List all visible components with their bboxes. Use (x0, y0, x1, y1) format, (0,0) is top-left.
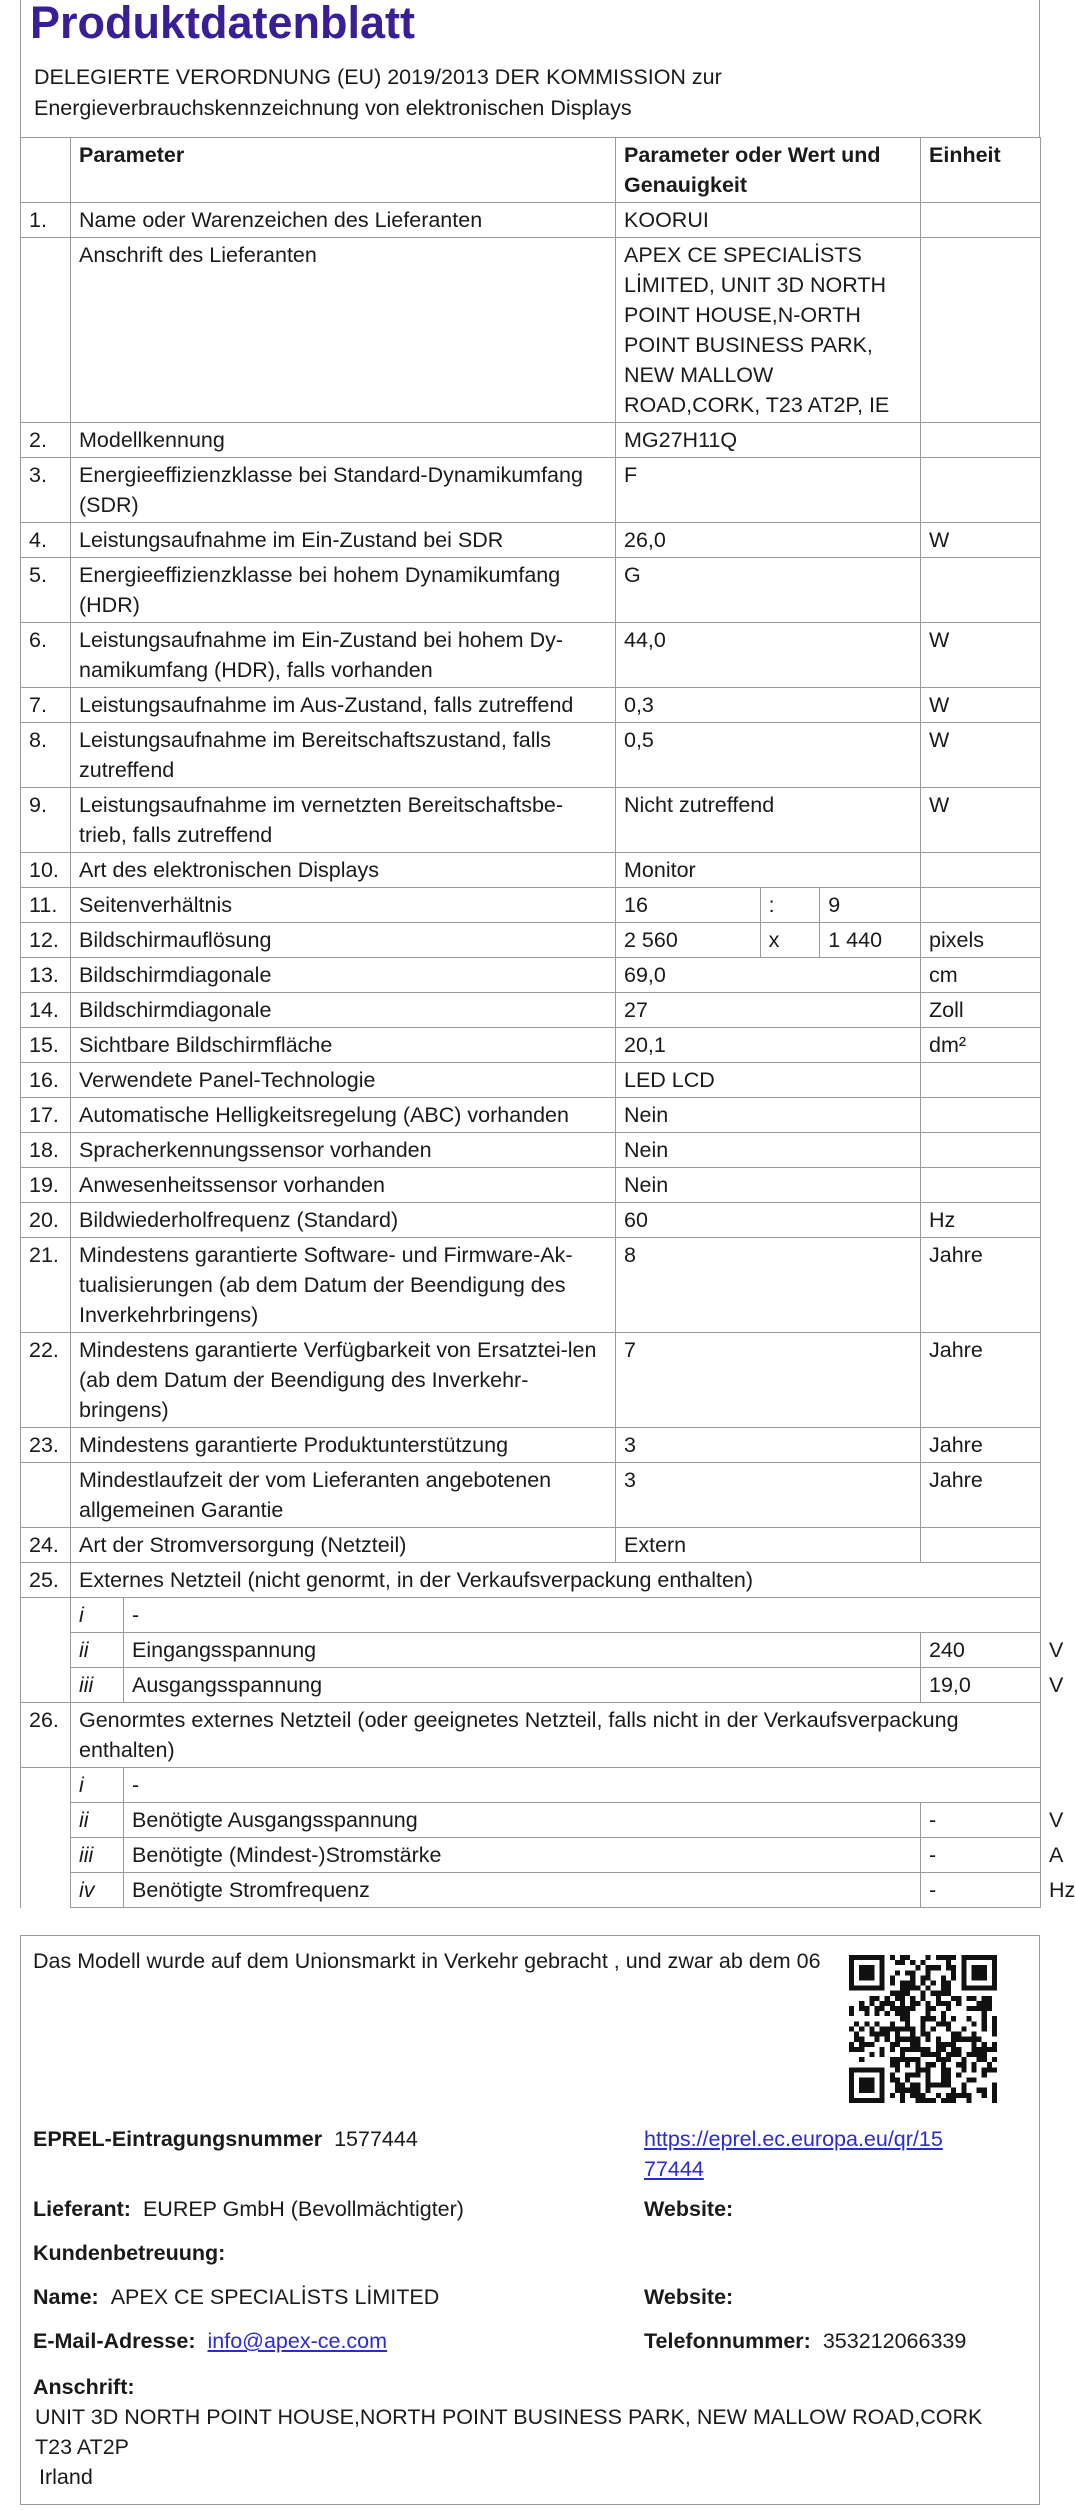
row-parameter: Leistungsaufnahme im vernetzten Bereitschaftsbe-trieb, falls zutreffend (71, 788, 616, 853)
external-psu-item-row (71, 1598, 1040, 1632)
row-parameter: Bildschirmdiagonale (71, 958, 616, 993)
item-index: iii (71, 1668, 124, 1702)
row-unit (921, 1063, 1041, 1098)
external-psu-item-cell (71, 1633, 921, 1668)
row-parameter: Leistungsaufnahme im Ein-Zustand bei SDR (71, 523, 616, 558)
row-parameter: Seitenverhältnis (71, 888, 616, 923)
item-value: - (921, 1803, 1041, 1838)
standard-psu-item-row (71, 1803, 920, 1837)
row-value: 44,0 (616, 623, 921, 688)
external-psu-item-cell (71, 1598, 1041, 1633)
row-unit (921, 458, 1041, 523)
standard-psu-item-row (71, 1768, 1040, 1802)
product-data-table (20, 137, 1075, 1908)
row-value: Monitor (616, 853, 921, 888)
aspect-first: 16 (616, 888, 760, 922)
row-unit: W (921, 788, 1041, 853)
table-row (21, 1028, 1041, 1063)
row-number (21, 238, 71, 423)
row-number: 12. (21, 923, 71, 958)
row-unit: W (921, 688, 1041, 723)
item-value: - (921, 1838, 1041, 1873)
resolution-split-row (616, 923, 920, 957)
item-label: Benötigte Ausgangsspannung (124, 1803, 921, 1837)
name-value: APEX CE SPECIALİSTS LİMITED (110, 2285, 440, 2309)
item-label: Eingangsspannung (124, 1633, 921, 1667)
row-parameter: Sichtbare Bildschirmfläche (71, 1028, 616, 1063)
standard-psu-item: iii Benötigte (Mindest-)Stromstärke - A (21, 1838, 1041, 1873)
header-parameter: Parameter (71, 138, 616, 203)
row-parameter: Automatische Helligkeitsregelung (ABC) vorhanden (71, 1098, 616, 1133)
row-number-empty (21, 1633, 71, 1668)
resolution-second: 1 440 (820, 923, 920, 957)
table-row (21, 993, 1041, 1028)
regulation-subtitle: DELEGIERTE VERORDNUNG (EU) 2019/2013 DER KOMMISSION zur Energieverbrauchskennzeichnung von elektronischen Displays (34, 65, 722, 120)
phone-value: 353212066339 (822, 2329, 967, 2353)
standard-psu-item: ii Benötigte Ausgangsspannung - V (21, 1803, 1041, 1838)
row-unit: W (921, 623, 1041, 688)
row-value: 60 (616, 1203, 921, 1238)
table-row (21, 1133, 1041, 1168)
row-number-empty (21, 1838, 71, 1873)
row-value: Nein (616, 1133, 921, 1168)
external-psu-item-split (71, 1598, 1040, 1632)
item-value: 19,0 (921, 1668, 1041, 1703)
standard-psu-item-split (71, 1838, 920, 1872)
table-row (21, 238, 1041, 423)
standard-psu-item-cell (71, 1873, 921, 1908)
row-unit (921, 1168, 1041, 1203)
standard-psu-item-cell (71, 1803, 921, 1838)
row-number: 21. (21, 1238, 71, 1333)
row-parameter: Mindestens garantierte Verfügbarkeit von Ersatztei-len (ab dem Datum der Beendigung des Inverkehr-bringens) (71, 1333, 616, 1428)
aspect-split (616, 888, 920, 922)
standard-psu-item-split (71, 1873, 920, 1907)
name-label: Name: (33, 2285, 99, 2309)
address-line-3: Irland (39, 2465, 93, 2489)
row-number: 15. (21, 1028, 71, 1063)
table-row (21, 1333, 1041, 1428)
row-unit: dm² (921, 1028, 1041, 1063)
row-number-empty (21, 1668, 71, 1703)
row-number: 6. (21, 623, 71, 688)
row-unit (921, 1528, 1041, 1563)
resolution-separator: x (760, 923, 820, 957)
supplier-row (33, 2194, 464, 2224)
row-parameter: Art der Stromversorgung (Netzteil) (71, 1528, 616, 1563)
external-psu-item-split (71, 1633, 920, 1667)
item-index: ii (71, 1633, 124, 1667)
row-unit: W (921, 523, 1041, 558)
external-psu-item-split (71, 1668, 920, 1702)
resolution-first: 2 560 (616, 923, 760, 957)
table-row (21, 203, 1041, 238)
table-row-aspect (21, 888, 1041, 923)
address-line-1: UNIT 3D NORTH POINT HOUSE,NORTH POINT BUSINESS PARK, NEW MALLOW ROAD,CORK (35, 2405, 983, 2429)
email-label: E-Mail-Adresse: (33, 2329, 196, 2353)
row-value: LED LCD (616, 1063, 921, 1098)
address-line-2: T23 AT2P (35, 2435, 130, 2459)
standard-psu-item-split (71, 1768, 1040, 1802)
supplier-label: Lieferant: (33, 2197, 131, 2221)
standard-psu-item-cell (71, 1768, 1041, 1803)
row-number: 20. (21, 1203, 71, 1238)
table-row (21, 958, 1041, 993)
table-row (21, 1463, 1041, 1528)
row-number: 22. (21, 1333, 71, 1428)
row-value: 69,0 (616, 958, 921, 993)
row-value: 27 (616, 993, 921, 1028)
row-parameter: Leistungsaufnahme im Aus-Zustand, falls zutreffend (71, 688, 616, 723)
aspect-split-row (616, 888, 920, 922)
row-number-empty (21, 1598, 71, 1633)
row-unit (921, 558, 1041, 623)
external-psu-item (21, 1598, 1041, 1633)
item-value: 240 (921, 1633, 1041, 1668)
row-value: APEX CE SPECIALİSTS LİMITED, UNIT 3D NORTH POINT HOUSE,N-ORTH POINT BUSINESS PARK, NEW MALLOW ROAD,CORK, T23 AT2P, IE (616, 238, 921, 423)
external-psu-item: iii Ausgangsspannung 19,0 V (21, 1668, 1041, 1703)
row-unit: Jahre (921, 1333, 1041, 1428)
resolution-split (616, 923, 920, 957)
external-psu-item-row (71, 1668, 920, 1702)
table-row (21, 1168, 1041, 1203)
row-number: 19. (21, 1168, 71, 1203)
email-row (33, 2326, 387, 2356)
row-parameter: Mindestlaufzeit der vom Lieferanten angebotenen allgemeinen Garantie (71, 1463, 616, 1528)
header-value: Parameter oder Wert und Genauigkeit (616, 138, 921, 203)
row-value: MG27H11Q (616, 423, 921, 458)
standard-psu-item-cell (71, 1838, 921, 1873)
row-parameter: Bildwiederholfrequenz (Standard) (71, 1203, 616, 1238)
phone-label: Telefonnummer: (644, 2329, 811, 2353)
row-unit (921, 888, 1041, 923)
qr-code-image (848, 1955, 998, 2103)
row-parameter: Anwesenheitssensor vorhanden (71, 1168, 616, 1203)
row-unit (921, 1098, 1041, 1133)
row-value: 3 (616, 1463, 921, 1528)
row-number: 24. (21, 1528, 71, 1563)
row-unit: W (921, 723, 1041, 788)
item-label: - (124, 1598, 1041, 1632)
table-row-resolution (21, 923, 1041, 958)
row-parameter: Leistungsaufnahme im Bereitschaftszustand, falls zutreffend (71, 723, 616, 788)
row-number-empty (21, 1873, 71, 1908)
row-value: 26,0 (616, 523, 921, 558)
row-parameter: Verwendete Panel-Technologie (71, 1063, 616, 1098)
name-row (33, 2282, 439, 2312)
row-value: Nein (616, 1168, 921, 1203)
row-unit: Jahre (921, 1463, 1041, 1528)
row-value: 0,5 (616, 723, 921, 788)
row-value: 0,3 (616, 688, 921, 723)
customer-service-label: Kundenbetreuung: (33, 2241, 226, 2265)
row-value: 3 (616, 1428, 921, 1463)
table-row (21, 788, 1041, 853)
row-number: 26. (21, 1703, 71, 1768)
table-row (21, 558, 1041, 623)
external-psu-item-cell (71, 1668, 921, 1703)
row-number: 3. (21, 458, 71, 523)
row-number: 13. (21, 958, 71, 993)
website-label-2: Website: (644, 2285, 734, 2309)
row-unit (921, 423, 1041, 458)
row-number: 18. (21, 1133, 71, 1168)
row-parameter: Energieeffizienzklasse bei Standard-Dynamikumfang (SDR) (71, 458, 616, 523)
external-psu-item: ii Eingangsspannung 240 V (21, 1633, 1041, 1668)
item-label: - (124, 1768, 1041, 1802)
row-value: Nein (616, 1098, 921, 1133)
row-number: 5. (21, 558, 71, 623)
row-parameter: Spracherkennungssensor vorhanden (71, 1133, 616, 1168)
table-row (21, 423, 1041, 458)
item-index: i (71, 1768, 124, 1802)
row-parameter: Anschrift des Lieferanten (71, 238, 616, 423)
table-row-external-title (21, 1563, 1041, 1598)
item-label: Benötigte (Mindest-)Stromstärke (124, 1838, 921, 1872)
item-value: - (921, 1873, 1041, 1908)
header-unit: Einheit (921, 138, 1041, 203)
row-parameter: Mindestens garantierte Software- und Firmware-Ak-tualisierungen (ab dem Datum der Beendigung des Inverkehrbringens) (71, 1238, 616, 1333)
table-header-row (21, 138, 1041, 203)
row-value: KOORUI (616, 203, 921, 238)
standard-psu-title: Genormtes externes Netzteil (oder geeignetes Netzteil, falls nicht in der Verkaufsverpackung enthalten) (71, 1703, 1041, 1768)
row-number (21, 1463, 71, 1528)
row-parameter: Energieeffizienzklasse bei hohem Dynamikumfang (HDR) (71, 558, 616, 623)
resolution-value-cell (616, 923, 921, 958)
row-unit: pixels (921, 923, 1041, 958)
external-psu-item-row (71, 1633, 920, 1667)
row-value: 7 (616, 1333, 921, 1428)
item-index: iv (71, 1873, 124, 1907)
row-number: 23. (21, 1428, 71, 1463)
row-number: 4. (21, 523, 71, 558)
row-number-empty (21, 1768, 71, 1803)
eprel-label: EPREL-Eintragungsnummer (33, 2127, 323, 2151)
standard-psu-item-row (71, 1838, 920, 1872)
table-row (21, 458, 1041, 523)
table-row (21, 523, 1041, 558)
aspect-separator: : (760, 888, 820, 922)
item-index: iii (71, 1838, 124, 1872)
row-value: G (616, 558, 921, 623)
row-parameter: Bildschirmdiagonale (71, 993, 616, 1028)
table-row (21, 723, 1041, 788)
item-index: i (71, 1598, 124, 1632)
row-number: 1. (21, 203, 71, 238)
row-parameter: Bildschirmauflösung (71, 923, 616, 958)
item-index: ii (71, 1803, 124, 1837)
eprel-link-continued[interactable]: 77444 (644, 2157, 704, 2181)
row-number: 2. (21, 423, 71, 458)
row-parameter: Art des elektronischen Displays (71, 853, 616, 888)
eprel-number: 1577444 (334, 2127, 418, 2151)
row-unit: Jahre (921, 1238, 1041, 1333)
row-number: 16. (21, 1063, 71, 1098)
eprel-link-line-2[interactable] (644, 2154, 704, 2184)
row-unit: Hz (921, 1203, 1041, 1238)
table-row (21, 1428, 1041, 1463)
table-row-standard-title (21, 1703, 1041, 1768)
table-row-power-supply (21, 1528, 1041, 1563)
phone-row (644, 2326, 966, 2356)
row-parameter: Mindestens garantierte Produktunterstützung (71, 1428, 616, 1463)
aspect-value-cell (616, 888, 921, 923)
standard-psu-item (21, 1768, 1041, 1803)
row-unit (921, 853, 1041, 888)
eprel-row (33, 2124, 418, 2154)
table-row (21, 1238, 1041, 1333)
row-unit (921, 238, 1041, 423)
row-number: 7. (21, 688, 71, 723)
table-row (21, 688, 1041, 723)
address-label: Anschrift: (33, 2375, 135, 2399)
standard-psu-item: iv Benötigte Stromfrequenz - Hz (21, 1873, 1041, 1908)
aspect-second: 9 (820, 888, 920, 922)
email-link[interactable]: info@apex-ce.com (207, 2329, 388, 2353)
row-value: Nicht zutreffend (616, 788, 921, 853)
eprel-link-line-1[interactable] (644, 2124, 943, 2154)
row-parameter: Name oder Warenzeichen des Lieferanten (71, 203, 616, 238)
table-row (21, 1063, 1041, 1098)
row-number: 9. (21, 788, 71, 853)
row-parameter: Leistungsaufnahme im Ein-Zustand bei hohem Dy-namikumfang (HDR), falls vorhanden (71, 623, 616, 688)
table-row (21, 1203, 1041, 1238)
standard-psu-item-split (71, 1803, 920, 1837)
table-row (21, 853, 1041, 888)
item-label: Ausgangsspannung (124, 1668, 921, 1702)
table-row (21, 623, 1041, 688)
row-value: 8 (616, 1238, 921, 1333)
standard-psu-item-row (71, 1873, 920, 1907)
row-value: Extern (616, 1528, 921, 1563)
external-psu-title: Externes Netzteil (nicht genormt, in der Verkaufsverpackung enthalten) (71, 1563, 1041, 1598)
website-label-1: Website: (644, 2197, 734, 2221)
row-number-empty (21, 1803, 71, 1838)
row-parameter: Modellkennung (71, 423, 616, 458)
row-number: 25. (21, 1563, 71, 1598)
header-number-cell (21, 138, 71, 203)
row-value: 20,1 (616, 1028, 921, 1063)
row-number: 17. (21, 1098, 71, 1133)
eprel-link[interactable]: https://eprel.ec.europa.eu/qr/15 (644, 2127, 943, 2151)
row-unit: cm (921, 958, 1041, 993)
market-date-text: Das Modell wurde auf dem Unionsmarkt in Verkehr gebracht , und zwar ab dem 06 (33, 1949, 821, 1973)
table-row (21, 1098, 1041, 1133)
row-number: 14. (21, 993, 71, 1028)
row-number: 11. (21, 888, 71, 923)
row-unit (921, 203, 1041, 238)
row-unit (921, 1133, 1041, 1168)
row-number: 10. (21, 853, 71, 888)
supplier-value: EUREP GmbH (Bevollmächtigter) (142, 2197, 464, 2221)
row-value: F (616, 458, 921, 523)
row-unit: Jahre (921, 1428, 1041, 1463)
row-number: 8. (21, 723, 71, 788)
page-title: Produktdatenblatt (30, 0, 416, 48)
item-label: Benötigte Stromfrequenz (124, 1873, 921, 1907)
row-unit: Zoll (921, 993, 1041, 1028)
